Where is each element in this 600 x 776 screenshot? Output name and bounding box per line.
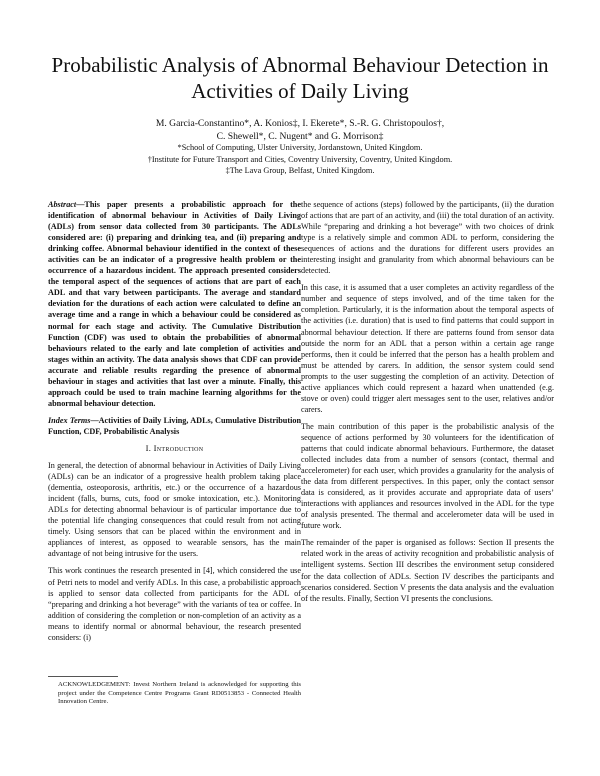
left-column: [48, 199, 301, 649]
right-column: [301, 199, 554, 610]
right-paragraph-2: In this case, it is assumed that a user completes an activity regardless of the number and sequence of steps involved, and of the time taken for the completion. Particularly, it is the information about the temporal aspects of the activities (i.e. duration) that is used to find patterns that could support in abnormal behaviour detection. If there are patterns found from sensor data outside the norm for an ADL that a person within a certain age range performs, then it could be inferred that the person has a health problem and must be attended by carers. In addition, the sensor system could send prompts to the user suggesting the completion of an activity. Detection of active appliances which could represent a hazard when unattended (e.g. stove or oven) could trigger alert messages sent to the user, relatives and/or carers.: [301, 283, 554, 414]
section-number: I.: [145, 442, 152, 453]
index-terms-text: —Activities of Daily Living, ADLs, Cumulative Distribution Function, CDF, Probabilistic Analysis: [48, 415, 301, 436]
author-line-1: M. Garcia-Constantino*, A. Konios‡, I. Ekerete*, S.-R. G. Christopoulos†,: [155, 118, 445, 129]
footnote-rule: [48, 676, 118, 677]
author-list: [40, 117, 560, 143]
abstract: [48, 199, 301, 409]
index-terms-label: Index Terms: [48, 415, 91, 425]
author-line-2: C. Shewell*, C. Nugent* and G. Morrison‡: [216, 131, 384, 142]
affiliation-list: [40, 142, 560, 177]
abstract-text: —This paper presents a probabilistic approach for the identification of abnormal behaviour in Activities of Daily Living (ADLs) from sensor data collected from 30 participants. The ADLs considered are: (i) preparing and drinking tea, and (ii) preparing and drinking coffee. Abnormal behaviour identified in the context of these activities can be an indicator of a progressive health problem or the occurrence of a hazardous incident. The approach presented considers the temporal aspect of the sequences of actions that are part of each ADL and that vary between participants. The average and standard deviation for the durations of each action were calculated to define an average time and a range in which a behaviour could be considered as normal for each stage and activity. The Cumulative Distribution Function (CDF) was used to obtain the probabilities of abnormal behaviours related to the early and late completion of activities and stages within an activity. The data analysis shows that CDF can provide accurate and reliable results regarding the presence of abnormal behaviour in stages and activities that last over a minute. Finally, this approach could be used to train machine learning algorithms for the abnormal behaviour detection.: [48, 200, 301, 408]
section-title: Introduction: [153, 442, 204, 453]
section-heading-introduction: [48, 443, 301, 454]
index-terms: [48, 415, 301, 437]
intro-paragraph-1: In general, the detection of abnormal behaviour in Activities of Daily Living (ADLs) can be an indicator of a progressive health problem taking place (dementia, osteoporosis, arthritis, etc.) or the occurrence of a hazardous incident (falls, burns, cuts, food or smoke intoxication, etc.). Monitoring ADLs for detecting abnormal behaviour is of particular importance due to the potential life changing consequences that could result from not acting timely. Using sensors that can be placed within the environment and in appliances of interest, as opposed to wearable sensors, has the main advantage of not being intrusive for the users.: [48, 461, 301, 559]
affiliation-1: *School of Computing, Ulster University, Jordanstown, United Kingdom.: [177, 143, 423, 152]
intro-paragraph-2: This work continues the research presented in [4], which considered the use of Petri nets to model and verify ADLs. In this case, a probabilistic approach is applied to sensor data collected from participants for the ADL of “preparing and drinking a hot beverage” with the variants of tea or coffee. In addition of considering the completion or non-completion of an activity as a means to identify normal or abnormal behaviour, the research presented considers: (i): [48, 566, 301, 642]
acknowledgement-footnote: ACKNOWLEDGEMENT: Invest Northern Ireland is acknowledged for supporting this project under the Competence Centre Programs Grant RD0513853 - Connected Health Innovation Centre.: [58, 681, 301, 706]
right-paragraph-3: The main contribution of this paper is the probabilistic analysis of the sequence of actions performed by 30 volunteers for the identification of patterns that could indicate abnormal behaviours. Furthermore, the dataset collected includes data from a number of sensors (contact, thermal and accelerometer) for each user, which provides a granularity for the analysis of the data from different perspectives. In this paper, only the contact sensor data is considered, as it provides accurate and appropriate data of users’ interactions with appliances and resources involved in the ADL for the type of analysis presented. The thermal and accelerometer data will be used in future work.: [301, 421, 554, 531]
paper-title: Probabilistic Analysis of Abnormal Behaviour Detection in Activities of Daily Living: [51, 53, 549, 103]
abstract-label: Abstract: [48, 200, 77, 209]
affiliation-3: ‡The Lava Group, Belfast, United Kingdom.: [225, 166, 375, 175]
right-paragraph-4: The remainder of the paper is organised as follows: Section II presents the related work in the areas of activity recognition and probabilistic analysis of intelligent systems. Section III describes the environment setup considered for the data collection of ADLs. Section IV describes the participants and scenarios considered. Section V presents the data analysis and the evaluation of the results. Finally, Section VI presents the conclusions.: [301, 538, 554, 603]
right-paragraph-1: the sequence of actions (steps) followed by the participants, (ii) the duration of actions that are part of an activity, and (iii) the total duration of an activity. While “preparing and drinking a hot beverage” with two choices of drink type is a relatively simple and common ADL to perform, considering the sequences of actions and the durations for different users provides an interesting insight and granularity from which abnormal behaviours can be detected.: [301, 200, 554, 276]
affiliation-2: †Institute for Future Transport and Cities, Coventry University, Coventry, United Kingdom.: [147, 154, 453, 164]
